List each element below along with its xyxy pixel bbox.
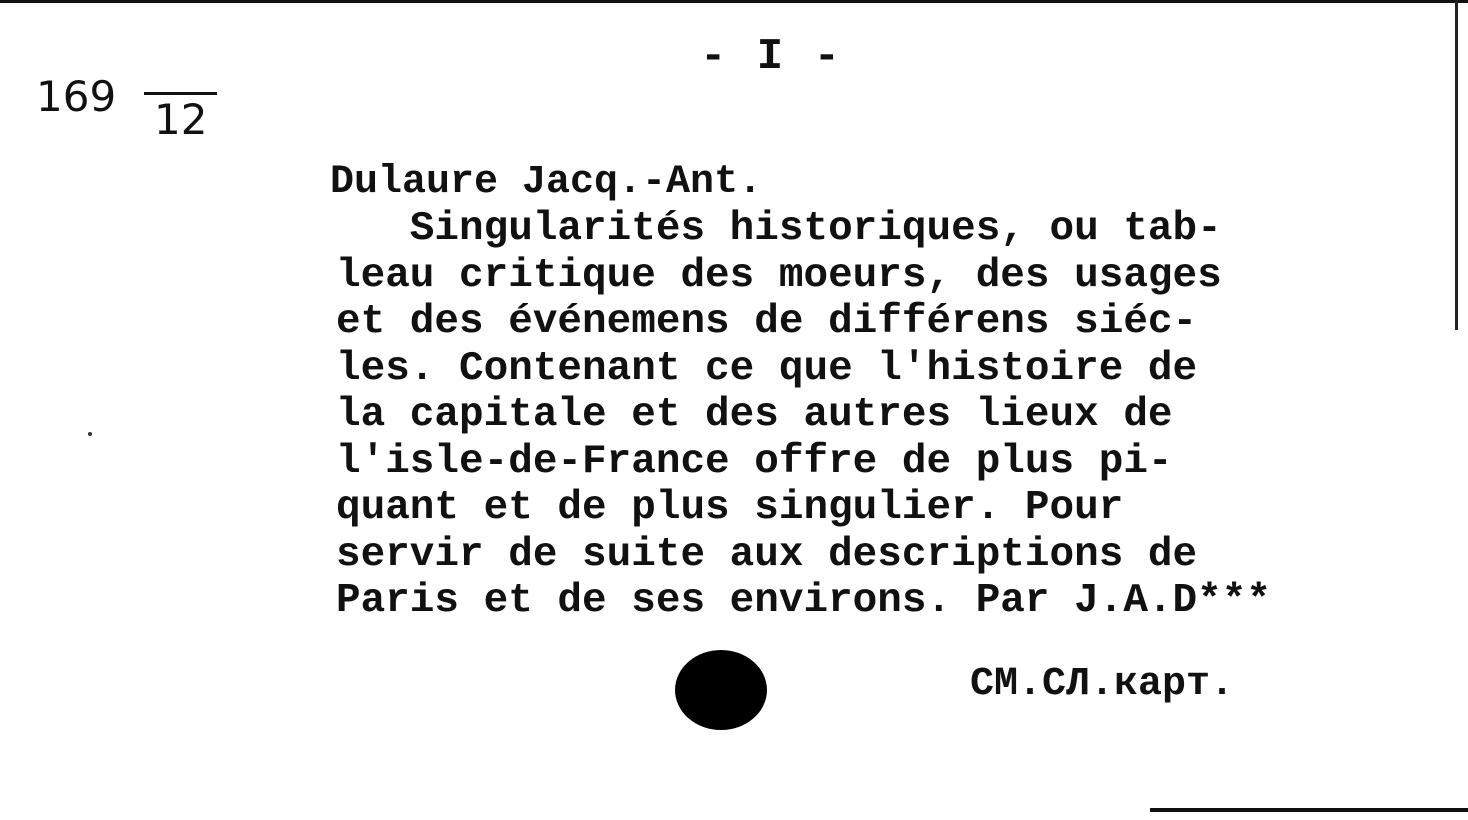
title-line: la capitale et des autres lieux de [336,392,1173,438]
title-line: et des événemens de différens siéc- [336,299,1198,345]
title-line: leau critique des moeurs, des usages [336,252,1222,299]
title-line: l'isle-de-France offre de plus pi- [336,438,1173,485]
title-line: servir de suite aux descriptions de [336,531,1198,578]
title-line: Singularités historiques, ou tab- [336,206,1222,252]
title-line: les. Contenant ce que l'histoire de [336,345,1198,392]
punch-hole [675,650,767,730]
shelfmark-sub: 12 [144,92,217,144]
shelfmark-main: 169 [36,72,117,121]
card-right-edge [1455,0,1458,330]
card-bottom-edge [1150,808,1468,812]
title-description [336,206,1271,625]
page-number: - I - [700,32,843,82]
title-line: quant et de plus singulier. Pour [336,485,1124,531]
card-top-edge [0,0,1468,3]
author-heading: Dulaure Jacq.-Ant. [330,160,763,205]
title-line: Paris et de ses environs. Par J.A.D*** [336,578,1271,624]
paper-speck [88,432,92,436]
cross-reference: СМ.СЛ.карт. [970,662,1235,707]
